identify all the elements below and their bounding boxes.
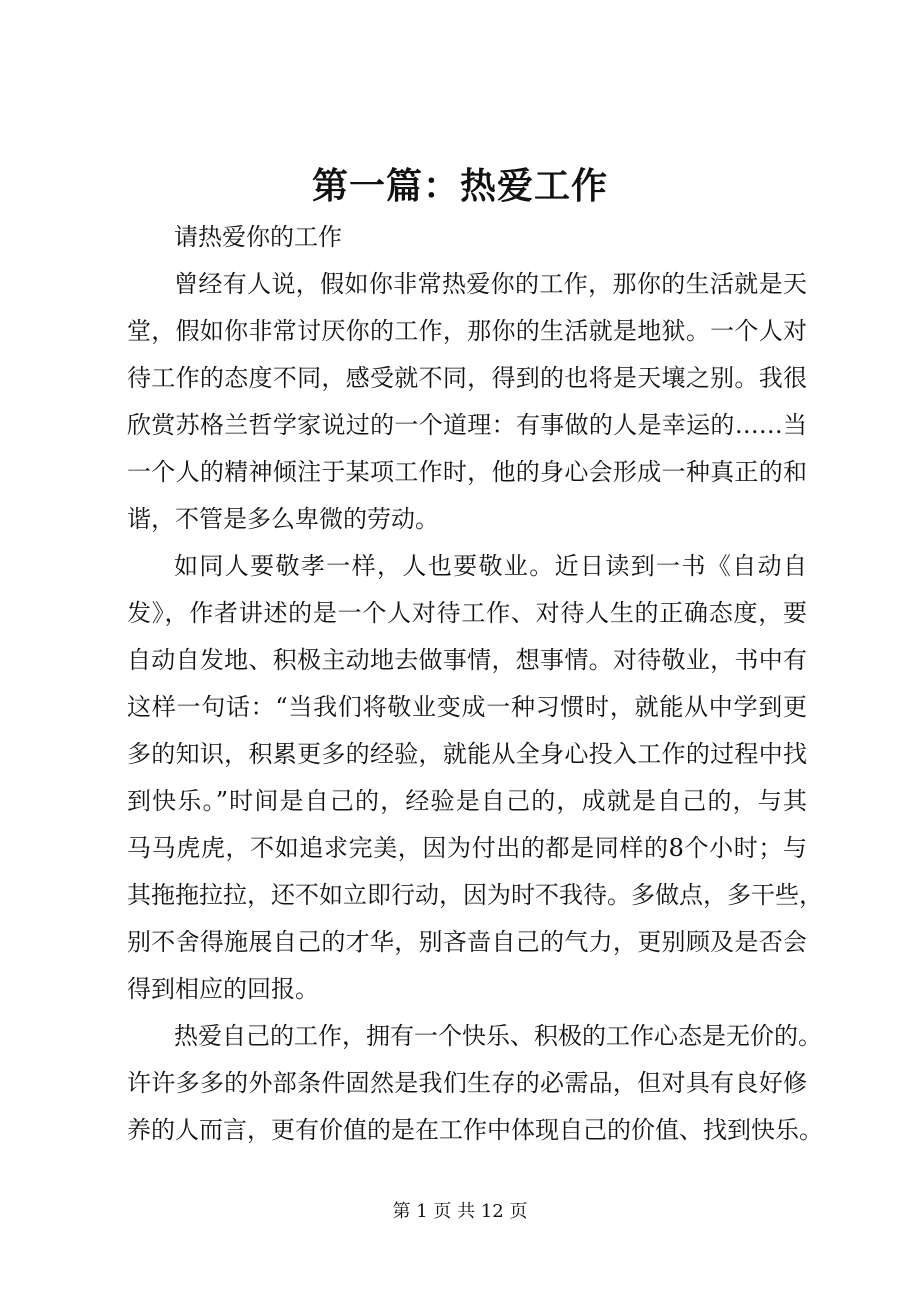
text-line: 许许多多的外部条件固然是我们生存的必需品，但对具有良好修 [127,1069,807,1097]
text-line: 曾经有人说，假如你非常热爱你的工作，那你的生活就是天 [174,270,807,298]
text-line: 养的人而言，更有价值的是在工作中体现自己的价值、找到快乐。 [127,1116,823,1144]
text-line: 发》，作者讲述的是一个人对待工作、对待人生的正确态度，要 [127,599,807,627]
text-line: 马马虎虎，不如追求完美，因为付出的都是同样的8个小时；与 [127,834,807,862]
text-line: 堂，假如你非常讨厌你的工作，那你的生活就是地狱。一个人对 [127,317,807,345]
text-line: 热爱自己的工作，拥有一个快乐、积极的工作心态是无价的。 [174,1022,822,1050]
page-footer: 第 1 页 共 12 页 [392,1201,528,1222]
text-line: 一个人的精神倾注于某项工作时，他的身心会形成一种真正的和 [127,458,807,486]
text-line: 得到相应的回报。 [127,975,319,1003]
text-line: 其拖拖拉拉，还不如立即行动，因为时不我待。多做点，多干些， [127,881,823,909]
subtitle-line: 请热爱你的工作 [174,223,342,251]
paragraph-2 [127,543,823,1013]
text-line: 自动自发地、积极主动地去做事情，想事情。对待敬业，书中有 [127,646,807,674]
text-line: 谐，不管是多么卑微的劳动。 [127,505,439,533]
text-line: 如同人要敬孝一样，人也要敬业。近日读到一书《自动自 [174,552,807,580]
text-line: 待工作的态度不同，感受就不同，得到的也将是天壤之别。我很 [127,364,807,392]
text-line: 到快乐。”时间是自己的，经验是自己的，成就是自己的，与其 [127,787,807,815]
text-line: 多的知识，积累更多的经验，就能从全身心投入工作的过程中找 [127,740,807,768]
document-title: 第一篇：热爱工作 [311,165,608,207]
document-body [127,214,823,1154]
paragraph-1 [127,261,807,543]
text-line: 欣赏苏格兰哲学家说过的一个道理：有事做的人是幸运的……当 [127,411,807,439]
paragraph-3 [127,1013,823,1154]
text-line: 别不舍得施展自己的才华，别吝啬自己的气力，更别顾及是否会 [127,928,807,956]
text-line: 这样一句话：“当我们将敬业变成一种习惯时，就能从中学到更 [127,693,807,721]
